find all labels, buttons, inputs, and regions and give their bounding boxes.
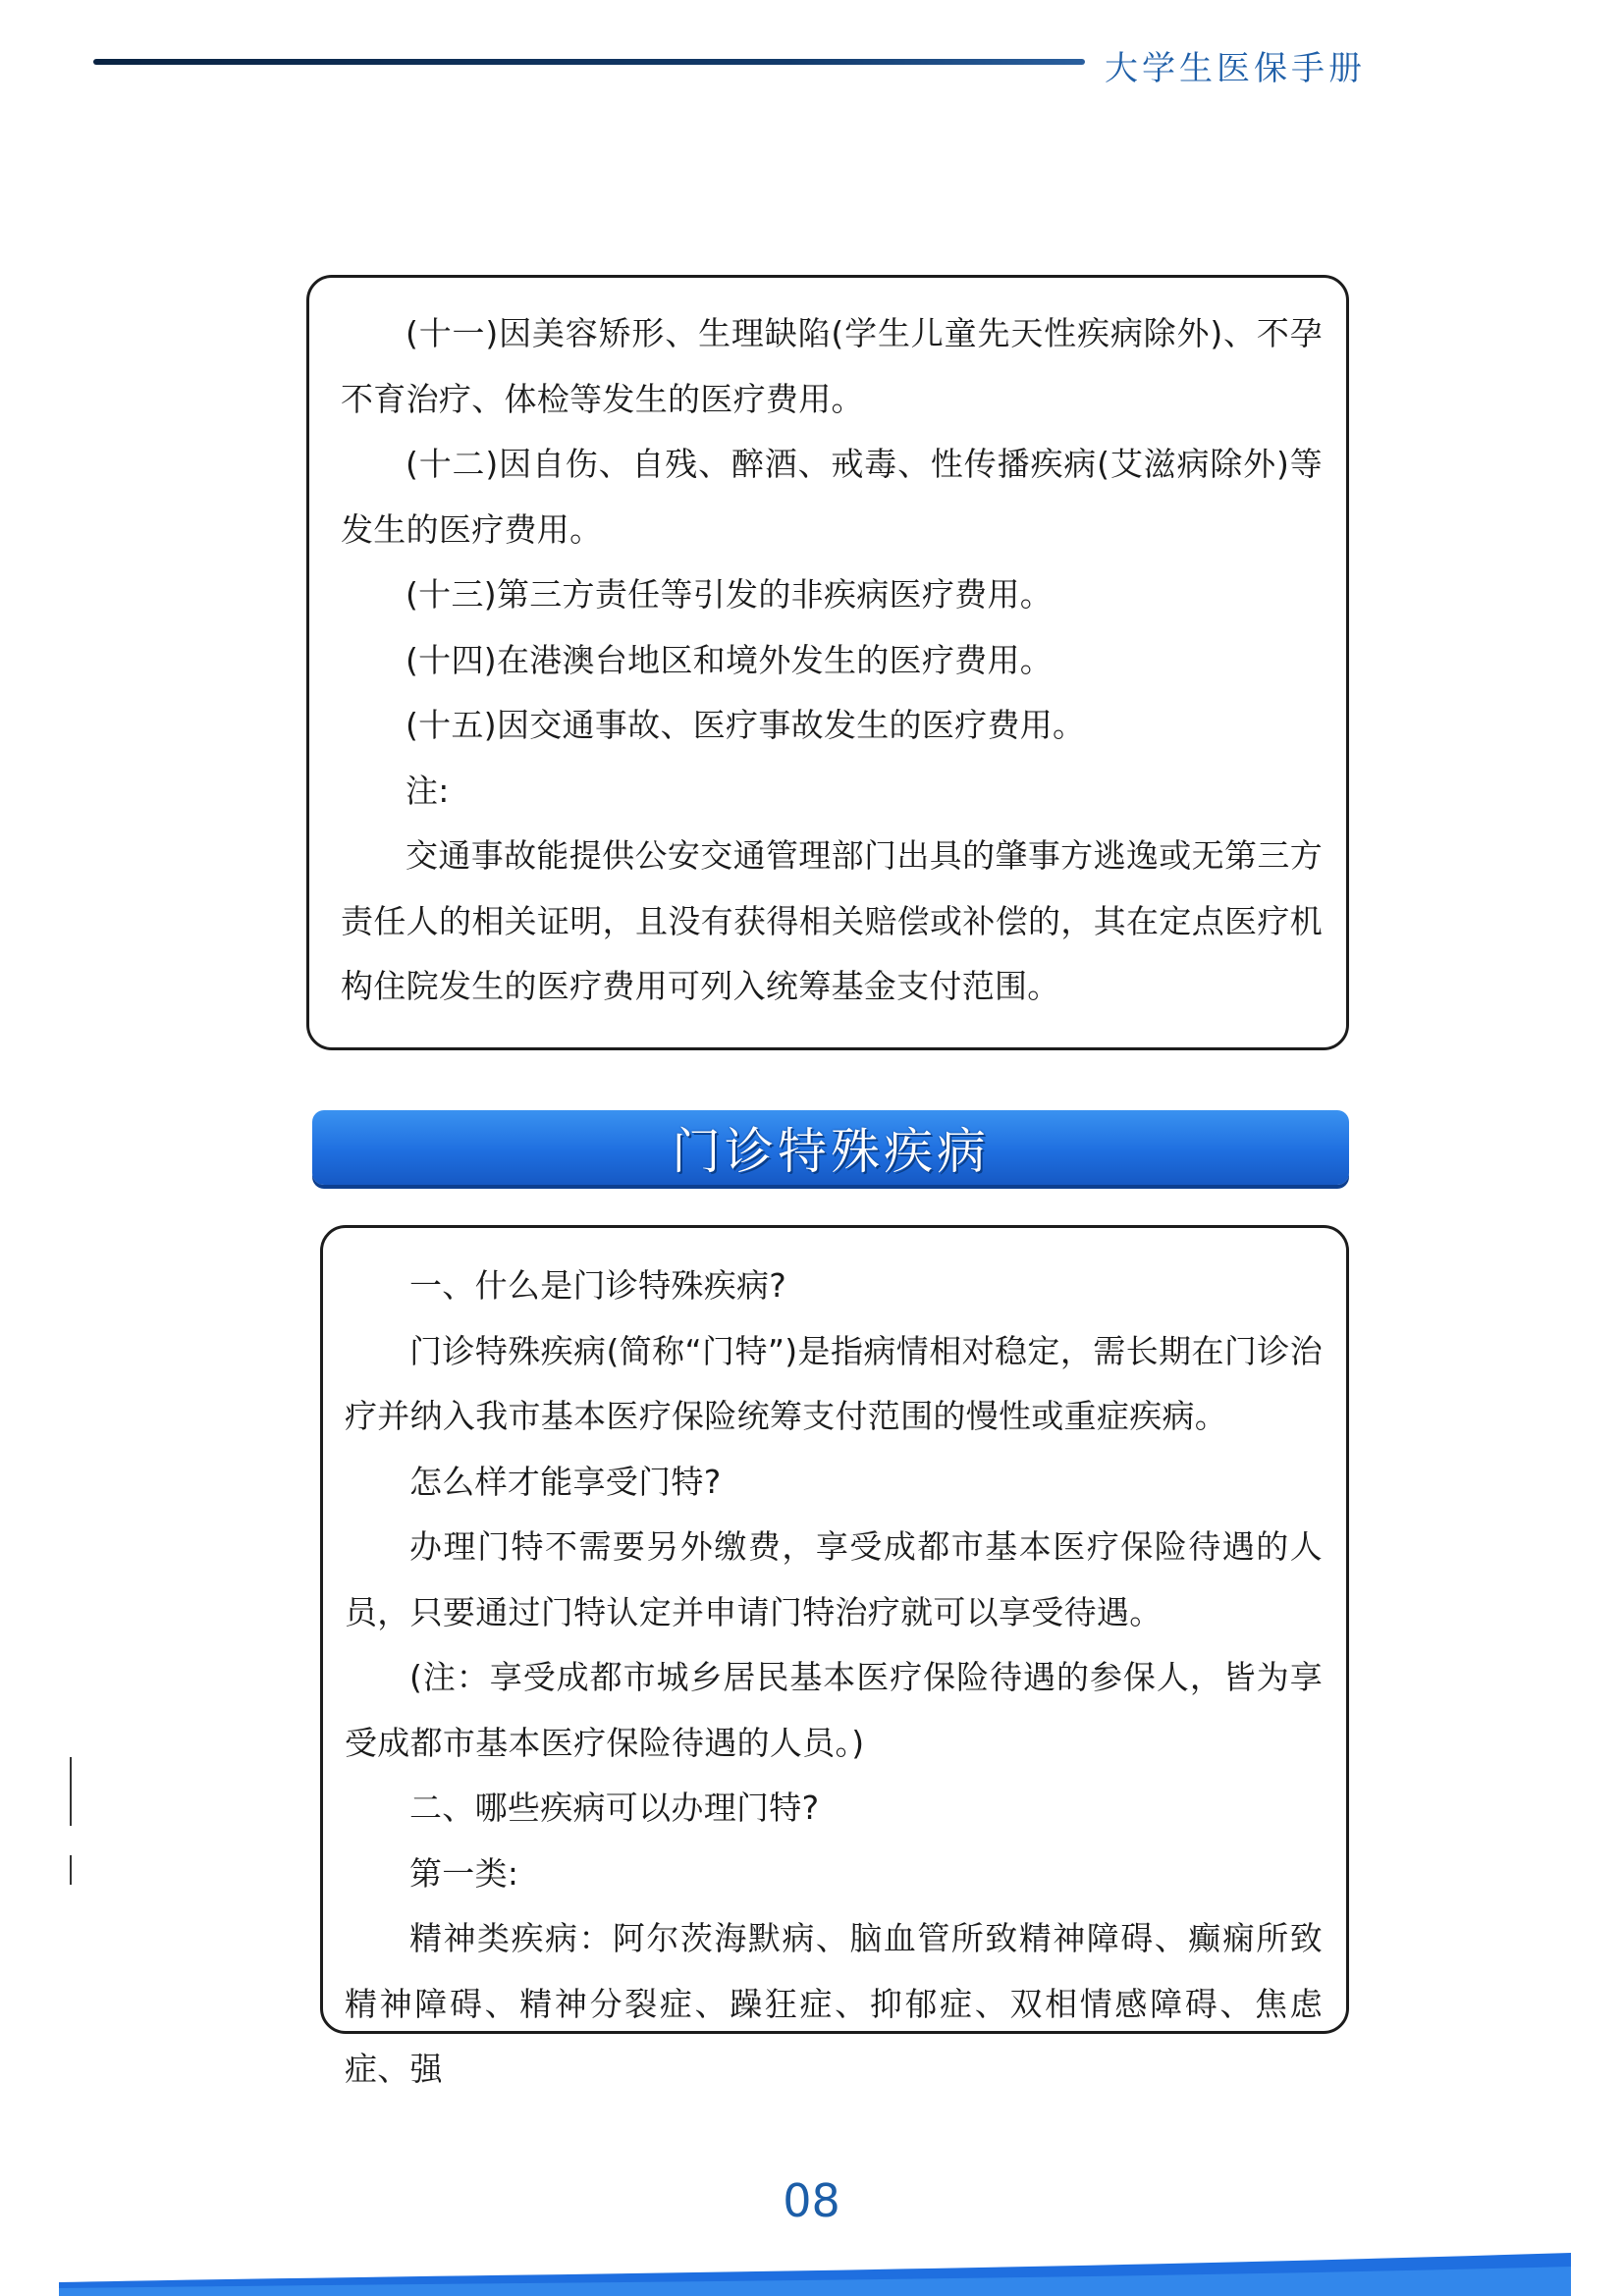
exclusion-item-14: (十四)在港澳台地区和境外发生的医疗费用。 <box>406 640 1054 679</box>
special-disease-box <box>320 1225 1349 2088</box>
exclusion-item-15: (十五)因交通事故、医疗事故发生的医疗费用。 <box>406 706 1086 744</box>
note-text: 交通事故能提供公安交通管理部门出具的肇事方逃逸或无第三方责任人的相关证明，且没有获得相关赔偿或补偿的，其在定点医疗机构住院发生的医疗费用可列入统筹基金支付范围。 <box>341 836 1323 1005</box>
section-title: 门诊特殊疾病 <box>672 1123 990 1180</box>
mental-disease-list: 精神类疾病：阿尔茨海默病、脑血管所致精神障碍、癫痫所致精神障碍、精神分裂症、躁狂症、抑郁症、双相情感障碍、焦虑症、强 <box>345 1919 1323 2088</box>
footer-wave <box>59 2253 1571 2296</box>
definition-text: 门诊特殊疾病(简称“门特”)是指病情相对稳定，需长期在门诊治疗并纳入我市基本医疗保险统筹支付范围的慢性或重症疾病。 <box>345 1331 1323 1435</box>
note-label: 注: <box>406 771 450 810</box>
note-text-2: (注：享受成都市城乡居民基本医疗保险待遇的参保人，皆为享受成都市基本医疗保险待遇的人员。) <box>345 1658 1323 1762</box>
category-1-label: 第一类: <box>409 1853 519 1893</box>
exclusion-item-12: (十二)因自伤、自残、醉酒、戒毒、性传播疾病(艾滋病除外)等发生的医疗费用。 <box>341 445 1323 549</box>
scan-margin-mark <box>70 1855 72 1885</box>
exclusion-item-13: (十三)第三方责任等引发的非疾病医疗费用。 <box>406 575 1054 614</box>
question-1: 一、什么是门诊特殊疾病? <box>409 1266 787 1305</box>
exclusion-item-11: (十一)因美容矫形、生理缺陷(学生儿童先天性疾病除外)、不孕不育治疗、体检等发生的医疗费用。 <box>341 314 1323 418</box>
page-number: 08 <box>783 2174 840 2227</box>
how-text: 办理门特不需要另外缴费，享受成都市基本医疗保险待遇的人员，只要通过门特认定并申请门特治疗就可以享受待遇。 <box>345 1527 1323 1631</box>
question-2: 二、哪些疾病可以办理门特? <box>409 1789 820 1827</box>
exclusions-box <box>306 275 1349 1050</box>
section-banner <box>312 1110 1349 1185</box>
handbook-title: 大学生医保手册 <box>1105 49 1366 88</box>
question-how: 怎么样才能享受门特? <box>409 1462 722 1501</box>
scan-margin-mark <box>70 1757 72 1826</box>
header-rule <box>93 59 1085 65</box>
